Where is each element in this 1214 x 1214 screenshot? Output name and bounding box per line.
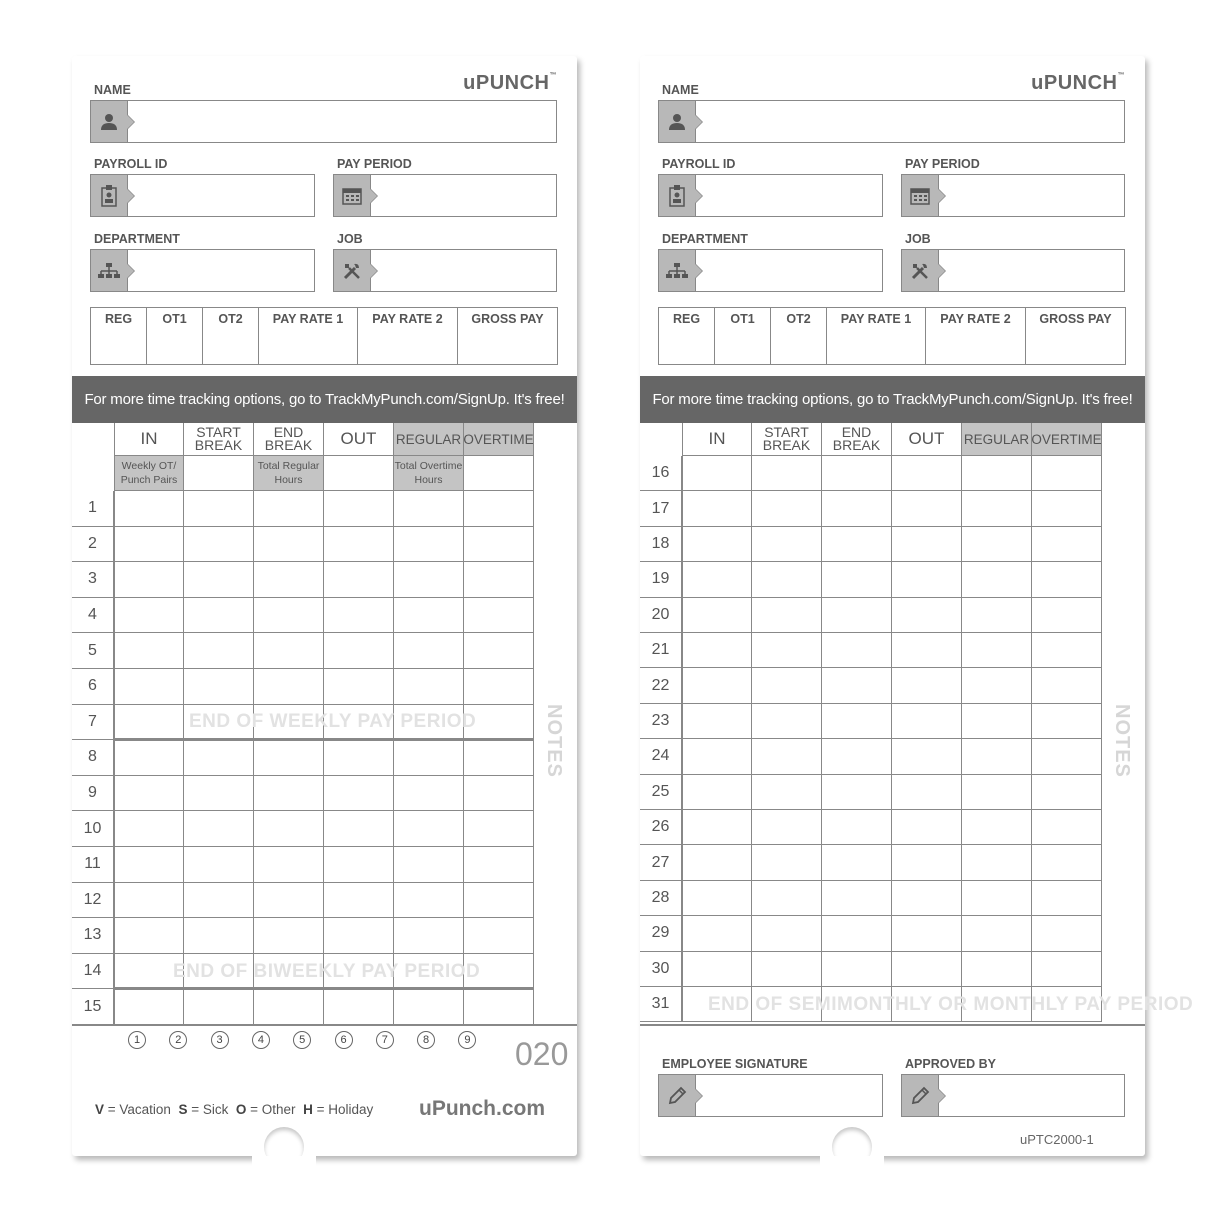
punch-cell[interactable] (682, 739, 752, 774)
punch-cell[interactable] (464, 811, 534, 847)
punch-cell[interactable] (962, 881, 1032, 916)
punch-cell[interactable] (464, 598, 534, 634)
punch-cell[interactable] (1032, 456, 1102, 491)
website-label: uPunch.com (419, 1097, 546, 1120)
pencil-icon (902, 1075, 939, 1116)
punch-cell[interactable] (962, 952, 1032, 987)
punch-cell[interactable] (752, 775, 822, 810)
punch-cell[interactable] (254, 527, 324, 563)
row-number: 22 (640, 668, 682, 703)
pay-period-field[interactable] (333, 174, 557, 217)
punch-cell[interactable] (752, 704, 822, 739)
punch-cell[interactable] (962, 810, 1032, 845)
punch-cell[interactable] (1032, 668, 1102, 703)
punch-cell[interactable] (394, 883, 464, 919)
punch-cell[interactable] (184, 776, 254, 812)
department-label: DEPARTMENT (662, 232, 748, 246)
pay-col-rate1[interactable]: PAY RATE 1 (827, 308, 926, 365)
payroll-id-label: PAYROLL ID (662, 157, 736, 171)
punch-cell[interactable] (394, 811, 464, 847)
row-number: 19 (640, 562, 682, 597)
punch-cell[interactable] (892, 633, 962, 668)
row-number: 17 (640, 491, 682, 526)
punch-cell[interactable] (254, 669, 324, 705)
pay-summary-table (658, 307, 1126, 365)
punch-cell[interactable] (822, 562, 892, 597)
payroll-id-field[interactable] (90, 174, 315, 217)
punch-cell[interactable] (682, 562, 752, 597)
pay-col-ot1[interactable]: OT1 (147, 308, 203, 365)
punch-cell[interactable] (1032, 916, 1102, 951)
punch-cell[interactable] (464, 847, 534, 883)
row-number: 21 (640, 633, 682, 668)
punch-cell[interactable] (184, 633, 254, 669)
punch-cell[interactable] (962, 668, 1032, 703)
punch-cell[interactable] (184, 562, 254, 598)
punch-cell[interactable] (752, 739, 822, 774)
grid-bottom-rule (640, 1024, 1145, 1026)
punch-cell[interactable] (682, 881, 752, 916)
row-number: 11 (72, 847, 114, 883)
punch-cell[interactable] (254, 776, 324, 812)
col-end-break: END BREAK (822, 423, 892, 456)
punch-cell[interactable] (892, 527, 962, 562)
punch-cell[interactable] (394, 918, 464, 954)
absence-legend: V = Vacation S = Sick O = Other H = Holiday (95, 1102, 374, 1117)
col-start-break: START BREAK (752, 423, 822, 456)
punch-cell[interactable] (892, 810, 962, 845)
column-index-marker: 9 (458, 1031, 476, 1049)
punch-cell[interactable] (822, 881, 892, 916)
row-number: 12 (72, 883, 114, 919)
punch-cell[interactable] (114, 811, 184, 847)
pay-col-gross[interactable]: GROSS PAY (458, 308, 558, 365)
punch-cell[interactable] (822, 916, 892, 951)
punch-cell[interactable] (752, 845, 822, 880)
punch-cell[interactable] (752, 598, 822, 633)
period-end-label: END OF BIWEEKLY PAY PERIOD (173, 960, 481, 982)
row-number: 7 (72, 705, 114, 741)
pay-col-reg[interactable]: REG (91, 308, 147, 365)
column-index-marker: 1 (128, 1031, 146, 1049)
punch-cell[interactable] (324, 669, 394, 705)
row-number: 4 (72, 598, 114, 634)
punch-cell[interactable] (892, 845, 962, 880)
punch-cell[interactable] (184, 669, 254, 705)
punch-cell[interactable] (464, 883, 534, 919)
punch-cell[interactable] (892, 916, 962, 951)
col-out: OUT (324, 423, 394, 456)
punch-cell[interactable] (1032, 598, 1102, 633)
employee-signature-label: EMPLOYEE SIGNATURE (662, 1057, 808, 1071)
promo-banner: For more time tracking options, go to TrackMyPunch.com/SignUp. It's free! (640, 376, 1145, 423)
row-number: 30 (640, 952, 682, 987)
punch-cell[interactable] (394, 669, 464, 705)
punch-cell[interactable] (114, 705, 184, 741)
employee-signature-field[interactable] (658, 1074, 883, 1117)
grid-bottom-rule (72, 1024, 577, 1026)
row-number: 31 (640, 987, 682, 1022)
timecard-back (640, 56, 1194, 1156)
punch-cell[interactable] (962, 633, 1032, 668)
punch-cell[interactable] (114, 527, 184, 563)
org-chart-icon (91, 250, 128, 291)
timecard-front (72, 56, 577, 1156)
punch-cell[interactable] (184, 811, 254, 847)
punch-cell[interactable] (682, 668, 752, 703)
row-number: 1 (72, 491, 114, 527)
tools-icon (902, 250, 939, 291)
punch-cell[interactable] (254, 847, 324, 883)
punch-cell[interactable] (324, 527, 394, 563)
punch-cell[interactable] (752, 881, 822, 916)
punch-cell[interactable] (324, 598, 394, 634)
punch-cell[interactable] (822, 456, 892, 491)
row-number: 29 (640, 916, 682, 951)
column-index-marker: 6 (335, 1031, 353, 1049)
punch-cell[interactable] (114, 740, 184, 776)
period-end-label: END OF SEMIMONTHLY OR MONTHLY PAY PERIOD (708, 993, 1194, 1015)
department-label: DEPARTMENT (94, 232, 180, 246)
punch-cell[interactable] (464, 633, 534, 669)
pay-col-rate1[interactable]: PAY RATE 1 (259, 308, 358, 365)
id-badge-icon (659, 175, 696, 216)
punch-cell[interactable] (1032, 527, 1102, 562)
punch-cell[interactable] (892, 668, 962, 703)
punch-cell[interactable] (394, 527, 464, 563)
punch-cell[interactable] (682, 456, 752, 491)
punch-cell[interactable] (184, 883, 254, 919)
col-in: IN (114, 423, 184, 456)
brand-logo: uPUNCH™ (1031, 72, 1125, 94)
punch-cell[interactable] (184, 918, 254, 954)
punch-cell[interactable] (184, 491, 254, 527)
column-index-marker: 2 (169, 1031, 187, 1049)
col-regular: REGULAR (962, 423, 1032, 456)
sub-total-regular: Total Regular Hours (254, 456, 324, 491)
row-number: 5 (72, 633, 114, 669)
punch-cell[interactable] (682, 916, 752, 951)
notes-label: NOTES (543, 704, 565, 778)
punch-cell[interactable] (1032, 633, 1102, 668)
pencil-icon (659, 1075, 696, 1116)
pay-col-ot1[interactable]: OT1 (715, 308, 771, 365)
punch-cell[interactable] (394, 847, 464, 883)
punch-cell[interactable] (752, 456, 822, 491)
punch-cell[interactable] (464, 740, 534, 776)
row-number: 25 (640, 775, 682, 810)
punch-cell[interactable] (962, 598, 1032, 633)
punch-cell[interactable] (114, 883, 184, 919)
col-regular: REGULAR (394, 423, 464, 456)
column-index-marker: 8 (417, 1031, 435, 1049)
punch-cell[interactable] (822, 527, 892, 562)
period-divider (114, 738, 534, 741)
punch-cell[interactable] (822, 845, 892, 880)
punch-cell[interactable] (324, 562, 394, 598)
punch-cell[interactable] (254, 918, 324, 954)
promo-banner: For more time tracking options, go to TrackMyPunch.com/SignUp. It's free! (72, 376, 577, 423)
punch-cell[interactable] (254, 633, 324, 669)
punch-cell[interactable] (394, 562, 464, 598)
pay-summary-table (90, 307, 558, 365)
punch-cell[interactable] (184, 989, 254, 1025)
brand-logo: uPUNCH™ (463, 72, 557, 94)
punch-cell[interactable] (114, 847, 184, 883)
punch-cell[interactable] (892, 598, 962, 633)
punch-cell[interactable] (324, 491, 394, 527)
pay-col-gross[interactable]: GROSS PAY (1026, 308, 1126, 365)
punch-cell[interactable] (892, 562, 962, 597)
sub-weekly-ot: Weekly OT/ Punch Pairs (114, 456, 184, 491)
punch-cell[interactable] (962, 456, 1032, 491)
punch-cell[interactable] (752, 952, 822, 987)
row-number: 10 (72, 811, 114, 847)
pay-period-label: PAY PERIOD (905, 157, 980, 171)
punch-cell[interactable] (114, 669, 184, 705)
punch-cell[interactable] (962, 775, 1032, 810)
row-number: 2 (72, 527, 114, 563)
punch-cell[interactable] (892, 456, 962, 491)
pay-col-reg[interactable]: REG (659, 308, 715, 365)
job-field[interactable] (333, 249, 557, 292)
punch-cell[interactable] (752, 491, 822, 526)
column-index-marker: 7 (376, 1031, 394, 1049)
sub-blank-1[interactable] (184, 456, 254, 491)
row-number: 23 (640, 704, 682, 739)
department-field[interactable] (658, 249, 883, 292)
punch-cell[interactable] (114, 562, 184, 598)
row-number: 13 (72, 918, 114, 954)
model-number: uPTC2000-1 (1020, 1132, 1094, 1147)
row-number: 18 (640, 527, 682, 562)
punch-cell[interactable] (254, 883, 324, 919)
punch-cell[interactable] (892, 704, 962, 739)
pay-period-label: PAY PERIOD (337, 157, 412, 171)
pay-col-ot2[interactable]: OT2 (771, 308, 827, 365)
punch-cell[interactable] (962, 491, 1032, 526)
punch-cell[interactable] (114, 633, 184, 669)
col-end-break: END BREAK (254, 423, 324, 456)
punch-cell[interactable] (254, 598, 324, 634)
col-start-break: START BREAK (184, 423, 254, 456)
punch-cell[interactable] (324, 918, 394, 954)
punch-cell[interactable] (892, 491, 962, 526)
punch-cell[interactable] (394, 989, 464, 1025)
approved-by-field[interactable] (901, 1074, 1125, 1117)
sub-total-overtime: Total Overtime Hours (394, 456, 464, 491)
punch-cell[interactable] (1032, 881, 1102, 916)
job-field[interactable] (901, 249, 1125, 292)
punch-cell[interactable] (464, 527, 534, 563)
row-number: 16 (640, 456, 682, 491)
approved-by-label: APPROVED BY (905, 1057, 996, 1071)
punch-cell[interactable] (464, 562, 534, 598)
punch-cell[interactable] (682, 527, 752, 562)
row-number: 3 (72, 562, 114, 598)
punch-cell[interactable] (682, 952, 752, 987)
period-end-label: END OF WEEKLY PAY PERIOD (189, 711, 477, 733)
name-label: NAME (662, 83, 699, 97)
punch-cell[interactable] (682, 775, 752, 810)
punch-cell[interactable] (682, 491, 752, 526)
punch-cell[interactable] (962, 562, 1032, 597)
punch-cell[interactable] (324, 776, 394, 812)
punch-cell[interactable] (822, 598, 892, 633)
person-icon (91, 101, 128, 142)
punch-cell[interactable] (962, 916, 1032, 951)
punch-cell[interactable] (752, 668, 822, 703)
punch-cell[interactable] (822, 633, 892, 668)
punch-cell[interactable] (682, 704, 752, 739)
punch-cell[interactable] (822, 810, 892, 845)
punch-cell[interactable] (892, 952, 962, 987)
punch-cell[interactable] (822, 952, 892, 987)
punch-cell[interactable] (254, 811, 324, 847)
punch-cell[interactable] (752, 633, 822, 668)
punch-cell[interactable] (822, 668, 892, 703)
name-field[interactable] (90, 100, 557, 143)
job-label: JOB (337, 232, 363, 246)
punch-cell[interactable] (324, 811, 394, 847)
punch-cell[interactable] (752, 916, 822, 951)
punch-cell[interactable] (184, 847, 254, 883)
punch-cell[interactable] (822, 775, 892, 810)
punch-cell[interactable] (464, 669, 534, 705)
org-chart-icon (659, 250, 696, 291)
punch-cell[interactable] (114, 491, 184, 527)
punch-cell[interactable] (184, 598, 254, 634)
row-number: 14 (72, 954, 114, 990)
column-index-marker: 5 (293, 1031, 311, 1049)
name-label: NAME (94, 83, 131, 97)
payroll-id-field[interactable] (658, 174, 883, 217)
row-number: 8 (72, 740, 114, 776)
punch-cell[interactable] (682, 633, 752, 668)
punch-cell[interactable] (962, 704, 1032, 739)
punch-cell[interactable] (114, 776, 184, 812)
col-overtime: OVERTIME (464, 423, 534, 456)
punch-cell[interactable] (822, 739, 892, 774)
row-number: 9 (72, 776, 114, 812)
punch-cell[interactable] (184, 527, 254, 563)
punch-cell[interactable] (1032, 810, 1102, 845)
punch-cell[interactable] (822, 491, 892, 526)
notes-label: NOTES (1111, 704, 1133, 778)
sub-blank-3[interactable] (464, 456, 534, 491)
period-divider (114, 987, 534, 990)
punch-cell[interactable] (464, 918, 534, 954)
punch-cell[interactable] (114, 989, 184, 1025)
punch-cell[interactable] (394, 633, 464, 669)
punch-cell[interactable] (464, 491, 534, 527)
punch-cell[interactable] (752, 810, 822, 845)
punch-cell[interactable] (464, 776, 534, 812)
punch-cell[interactable] (254, 491, 324, 527)
punch-cell[interactable] (464, 989, 534, 1025)
punch-cell[interactable] (324, 989, 394, 1025)
punch-cell[interactable] (892, 739, 962, 774)
pay-col-ot2[interactable]: OT2 (203, 308, 259, 365)
column-index-marker: 4 (252, 1031, 270, 1049)
punch-cell[interactable] (324, 847, 394, 883)
punch-cell[interactable] (254, 740, 324, 776)
col-overtime: OVERTIME (1032, 423, 1102, 456)
col-in: IN (682, 423, 752, 456)
id-badge-icon (91, 175, 128, 216)
row-number: 6 (72, 669, 114, 705)
card-number: 020 (515, 1036, 569, 1072)
row-number: 27 (640, 845, 682, 880)
payroll-id-label: PAYROLL ID (94, 157, 168, 171)
punch-cell[interactable] (1032, 775, 1102, 810)
row-number: 20 (640, 598, 682, 633)
row-number: 26 (640, 810, 682, 845)
row-number: 24 (640, 739, 682, 774)
pay-col-rate2[interactable]: PAY RATE 2 (358, 308, 458, 365)
punch-cell[interactable] (822, 704, 892, 739)
punch-cell[interactable] (254, 562, 324, 598)
punch-cell[interactable] (254, 989, 324, 1025)
calendar-icon (334, 175, 371, 216)
punch-cell[interactable] (682, 845, 752, 880)
punch-cell[interactable] (324, 740, 394, 776)
person-icon (659, 101, 696, 142)
punch-cell[interactable] (962, 845, 1032, 880)
punch-cell[interactable] (114, 918, 184, 954)
punch-cell[interactable] (892, 775, 962, 810)
punch-cell[interactable] (752, 527, 822, 562)
punch-cell[interactable] (324, 883, 394, 919)
col-out: OUT (892, 423, 962, 456)
pay-period-field[interactable] (901, 174, 1125, 217)
name-field[interactable] (658, 100, 1125, 143)
punch-cell[interactable] (114, 598, 184, 634)
punch-cell[interactable] (1032, 845, 1102, 880)
pay-col-rate2[interactable]: PAY RATE 2 (926, 308, 1026, 365)
punch-cell[interactable] (752, 562, 822, 597)
punch-cell[interactable] (394, 491, 464, 527)
punch-cell[interactable] (892, 881, 962, 916)
punch-cell[interactable] (1032, 952, 1102, 987)
punch-cell[interactable] (394, 740, 464, 776)
punch-cell[interactable] (1032, 562, 1102, 597)
punch-cell[interactable] (962, 527, 1032, 562)
sub-blank-2[interactable] (324, 456, 394, 491)
column-index-marker: 3 (211, 1031, 229, 1049)
punch-cell[interactable] (682, 598, 752, 633)
punch-cell[interactable] (962, 739, 1032, 774)
punch-cell[interactable] (1032, 704, 1102, 739)
punch-cell[interactable] (394, 776, 464, 812)
row-number: 15 (72, 989, 114, 1025)
department-field[interactable] (90, 249, 315, 292)
calendar-icon (902, 175, 939, 216)
punch-cell[interactable] (1032, 739, 1102, 774)
job-label: JOB (905, 232, 931, 246)
punch-cell[interactable] (682, 810, 752, 845)
tools-icon (334, 250, 371, 291)
punch-cell[interactable] (1032, 491, 1102, 526)
punch-cell[interactable] (394, 598, 464, 634)
punch-cell[interactable] (184, 740, 254, 776)
row-number: 28 (640, 881, 682, 916)
punch-cell[interactable] (324, 633, 394, 669)
